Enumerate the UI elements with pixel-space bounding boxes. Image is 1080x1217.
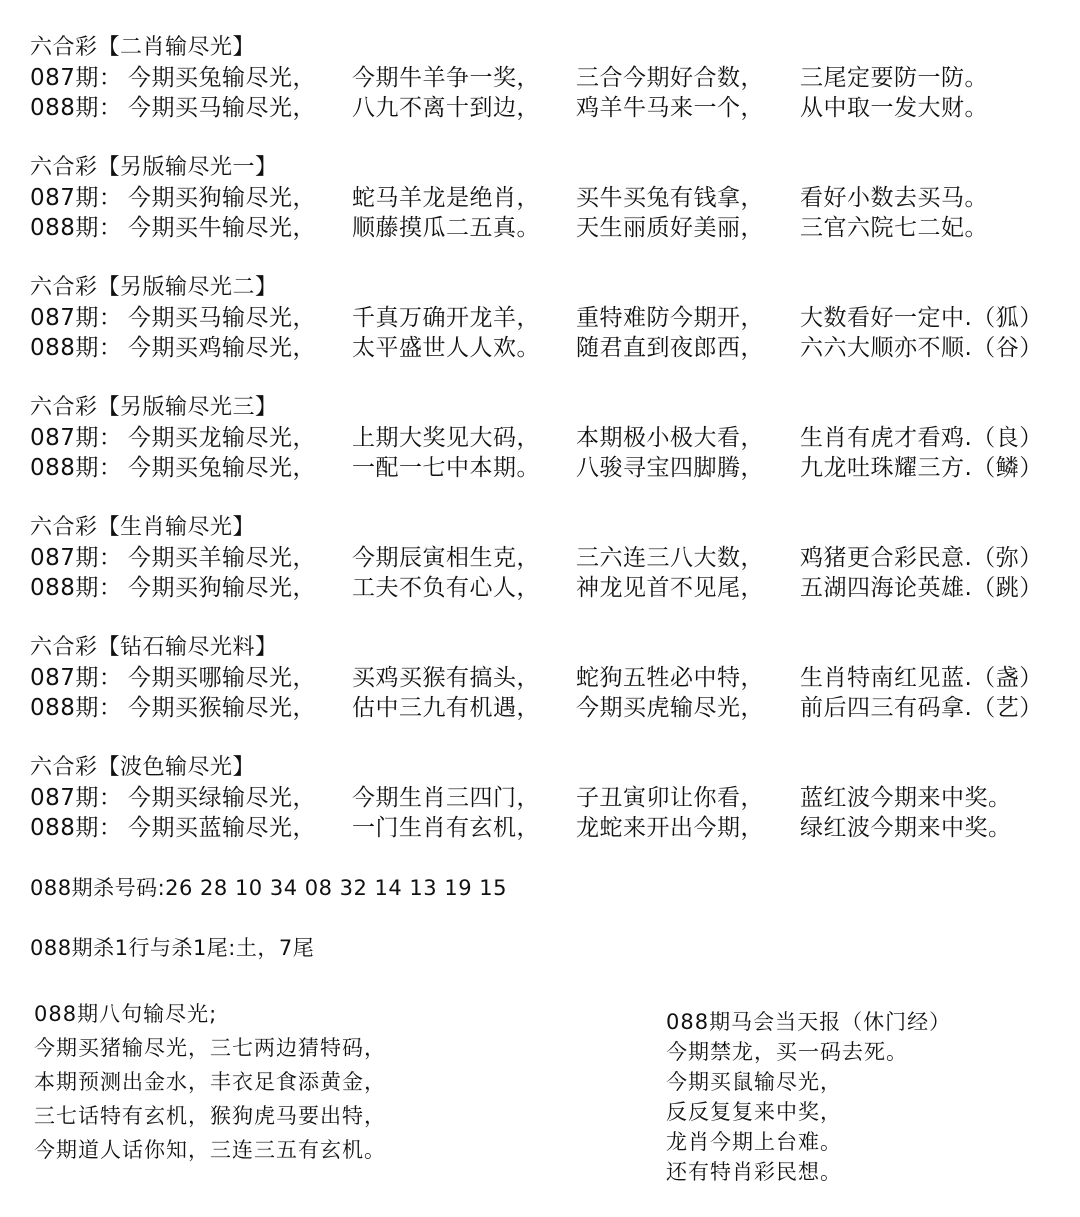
period-label: 087期： [30, 785, 123, 811]
row-087 [30, 63, 1070, 93]
row-087 [30, 303, 1070, 333]
section-title: 六合彩【钻石输尽光料】 [30, 635, 278, 660]
row-087 [30, 183, 1070, 213]
section-bo-se [30, 753, 1070, 843]
row-088 [30, 93, 1070, 123]
row-088 [30, 573, 1070, 603]
verse-segment: 天生丽质好美丽， [576, 215, 764, 241]
poem-line: 反反复复来中奖， [666, 1100, 842, 1124]
verse-segment: 今期买哪输尽光， [128, 665, 316, 691]
verse-segment: 千真万确开龙羊， [352, 305, 540, 331]
period-label: 088期： [30, 455, 123, 481]
verse-segment: 大数看好一定中.（狐） [800, 305, 1043, 331]
period-label: 088期： [30, 335, 123, 361]
period-label: 087期： [30, 665, 123, 691]
kill-numbers-line: 088期杀号码:26 28 10 34 08 32 14 13 19 15 [30, 876, 507, 900]
verse-segment: 今期生肖三四门， [352, 785, 540, 811]
verse-segment: 子丑寅卯让你看， [576, 785, 764, 811]
verse-segment: 今期买龙输尽光， [128, 425, 316, 451]
verse-segment: 今期买兔输尽光， [128, 65, 316, 91]
verse-segment: 今期买蓝输尽光， [128, 815, 316, 841]
verse-segment: 今期买马输尽光， [128, 95, 316, 121]
verse-segment: 重特难防今期开， [576, 305, 764, 331]
verse-segment: 九龙吐珠耀三方.（鳞） [800, 455, 1043, 481]
verse-segment: 蓝红波今期来中奖。 [800, 785, 1012, 811]
section-title: 六合彩【另版输尽光一】 [30, 155, 278, 180]
verse-segment: 鸡猪更合彩民意.（弥） [800, 545, 1043, 571]
row-088 [30, 813, 1070, 843]
poem-line: 今期道人话你知，三连三五有玄机。 [34, 1138, 386, 1162]
verse-segment: 工夫不负有心人， [352, 575, 540, 601]
verse-segment: 今期买狗输尽光， [128, 575, 316, 601]
verse-segment: 今期买牛输尽光， [128, 215, 316, 241]
verse-segment: 买牛买兔有钱拿， [576, 185, 764, 211]
poem-line: 本期预测出金水，丰衣足食添黄金， [34, 1070, 386, 1094]
verse-segment: 今期买虎输尽光， [576, 695, 764, 721]
verse-segment: 买鸡买猴有搞头， [352, 665, 540, 691]
verse-segment: 今期辰寅相生克， [352, 545, 540, 571]
poem-line: 今期禁龙，买一码去死。 [666, 1040, 908, 1064]
row-087 [30, 543, 1070, 573]
verse-segment: 五湖四海论英雄.（跳） [800, 575, 1043, 601]
verse-segment: 今期买兔输尽光， [128, 455, 316, 481]
verse-segment: 顺藤摸瓜二五真。 [352, 215, 540, 241]
period-label: 087期： [30, 545, 123, 571]
section-ling-ban-3 [30, 393, 1070, 483]
verse-segment: 八骏寻宝四脚腾， [576, 455, 764, 481]
period-label: 087期： [30, 65, 123, 91]
verse-segment: 绿红波今期来中奖。 [800, 815, 1012, 841]
verse-segment: 本期极小极大看， [576, 425, 764, 451]
verse-segment: 随君直到夜郎西， [576, 335, 764, 361]
poem-line: 三七话特有玄机，猴狗虎马要出特， [34, 1104, 386, 1128]
verse-segment: 今期买猴输尽光， [128, 695, 316, 721]
section-ling-ban-2 [30, 273, 1070, 363]
eight-line-poem [34, 997, 386, 1167]
verse-segment: 从中取一发大财。 [800, 95, 988, 121]
section-title: 六合彩【另版输尽光三】 [30, 395, 278, 420]
period-label: 088期： [30, 695, 123, 721]
section-title: 六合彩【二肖输尽光】 [30, 35, 256, 60]
poem-line: 还有特肖彩民想。 [666, 1160, 842, 1184]
verse-segment: 今期买鸡输尽光， [128, 335, 316, 361]
horse-club-daily-report [666, 1007, 951, 1187]
period-label: 088期： [30, 815, 123, 841]
verse-segment: 三合今期好合数， [576, 65, 764, 91]
verse-segment: 今期买羊输尽光， [128, 545, 316, 571]
verse-segment: 估中三九有机遇， [352, 695, 540, 721]
verse-segment: 蛇狗五牲必中特， [576, 665, 764, 691]
verse-segment: 上期大奖见大码， [352, 425, 540, 451]
row-088 [30, 213, 1070, 243]
period-label: 087期： [30, 185, 123, 211]
verse-segment: 生肖有虎才看鸡.（良） [800, 425, 1043, 451]
section-ling-ban-1 [30, 153, 1070, 243]
verse-segment: 三六连三八大数， [576, 545, 764, 571]
row-087 [30, 663, 1070, 693]
section-er-xiao [30, 33, 1070, 123]
period-label: 088期： [30, 215, 123, 241]
verse-segment: 今期买马输尽光， [128, 305, 316, 331]
row-088 [30, 333, 1070, 363]
row-087 [30, 423, 1070, 453]
poem-line: 龙肖今期上台难。 [666, 1130, 842, 1154]
poem-line: 今期买鼠输尽光， [666, 1070, 842, 1094]
verse-segment: 龙蛇来开出今期， [576, 815, 764, 841]
kill-element-tail-line: 088期杀1行与杀1尾:土，7尾 [30, 936, 315, 960]
verse-segment: 神龙见首不见尾， [576, 575, 764, 601]
section-zuan-shi [30, 633, 1070, 723]
verse-segment: 今期买狗输尽光， [128, 185, 316, 211]
section-sheng-xiao [30, 513, 1070, 603]
poem-line: 今期买猪输尽光，三七两边猜特码， [34, 1036, 386, 1060]
poem-title: 088期八句输尽光; [34, 1002, 218, 1026]
verse-segment: 太平盛世人人欢。 [352, 335, 540, 361]
row-087 [30, 783, 1070, 813]
verse-segment: 生肖特南红见蓝.（盏） [800, 665, 1043, 691]
verse-segment: 今期买绿输尽光， [128, 785, 316, 811]
period-label: 088期： [30, 95, 123, 121]
verse-segment: 一配一七中本期。 [352, 455, 540, 481]
verse-segment: 三尾定要防一防。 [800, 65, 988, 91]
row-088 [30, 453, 1070, 483]
verse-segment: 鸡羊牛马来一个， [576, 95, 764, 121]
verse-segment: 三官六院七二妃。 [800, 215, 988, 241]
verse-segment: 六六大顺亦不顺.（谷） [800, 335, 1043, 361]
section-title: 六合彩【生肖输尽光】 [30, 515, 256, 540]
section-title: 六合彩【波色输尽光】 [30, 755, 256, 780]
verse-segment: 前后四三有码拿.（艺） [800, 695, 1043, 721]
verse-segment: 蛇马羊龙是绝肖， [352, 185, 540, 211]
verse-segment: 今期牛羊争一奖， [352, 65, 540, 91]
section-title: 六合彩【另版输尽光二】 [30, 275, 278, 300]
poem-title: 088期马会当天报（休门经） [666, 1010, 952, 1034]
row-088 [30, 693, 1070, 723]
period-label: 088期： [30, 575, 123, 601]
verse-segment: 看好小数去买马。 [800, 185, 988, 211]
period-label: 087期： [30, 425, 123, 451]
period-label: 087期： [30, 305, 123, 331]
verse-segment: 一门生肖有玄机， [352, 815, 540, 841]
verse-segment: 八九不离十到边， [352, 95, 540, 121]
